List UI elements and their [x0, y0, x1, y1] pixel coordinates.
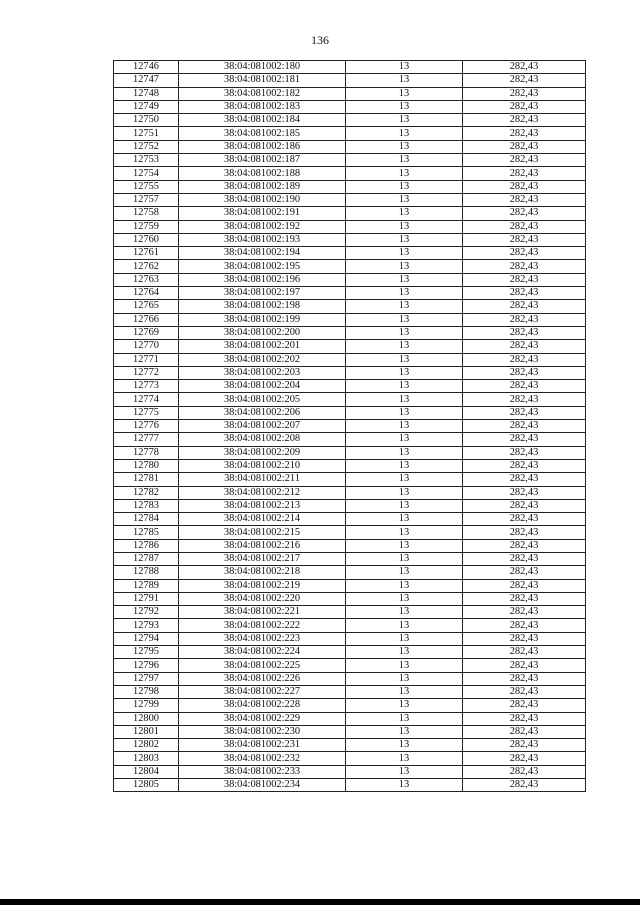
value-cell: 282,43 — [463, 619, 586, 632]
table-row — [114, 526, 586, 539]
table-row — [114, 154, 586, 167]
value-cell: 282,43 — [463, 552, 586, 565]
value-cell: 282,43 — [463, 606, 586, 619]
row-number-cell: 12771 — [114, 353, 179, 366]
cadastral-number-cell: 38:04:081002:210 — [179, 459, 346, 472]
quantity-cell: 13 — [346, 313, 463, 326]
row-number-cell: 12776 — [114, 420, 179, 433]
table-row — [114, 459, 586, 472]
row-number-cell: 12766 — [114, 313, 179, 326]
value-cell: 282,43 — [463, 712, 586, 725]
row-number-cell: 12785 — [114, 526, 179, 539]
quantity-cell: 13 — [346, 154, 463, 167]
row-number-cell: 12773 — [114, 380, 179, 393]
row-number-cell: 12762 — [114, 260, 179, 273]
row-number-cell: 12765 — [114, 300, 179, 313]
cadastral-number-cell: 38:04:081002:224 — [179, 646, 346, 659]
row-number-cell: 12759 — [114, 220, 179, 233]
cadastral-number-cell: 38:04:081002:208 — [179, 433, 346, 446]
cadastral-number-cell: 38:04:081002:218 — [179, 566, 346, 579]
row-number-cell: 12754 — [114, 167, 179, 180]
quantity-cell: 13 — [346, 552, 463, 565]
row-number-cell: 12800 — [114, 712, 179, 725]
quantity-cell: 13 — [346, 140, 463, 153]
table-row — [114, 433, 586, 446]
quantity-cell: 13 — [346, 672, 463, 685]
row-number-cell: 12795 — [114, 646, 179, 659]
cadastral-number-cell: 38:04:081002:233 — [179, 765, 346, 778]
quantity-cell: 13 — [346, 326, 463, 339]
row-number-cell: 12769 — [114, 326, 179, 339]
row-number-cell: 12789 — [114, 579, 179, 592]
row-number-cell: 12782 — [114, 486, 179, 499]
cadastral-number-cell: 38:04:081002:209 — [179, 446, 346, 459]
value-cell: 282,43 — [463, 420, 586, 433]
value-cell: 282,43 — [463, 273, 586, 286]
table-row — [114, 167, 586, 180]
cadastral-number-cell: 38:04:081002:212 — [179, 486, 346, 499]
quantity-cell: 13 — [346, 685, 463, 698]
table-row — [114, 725, 586, 738]
cadastral-number-cell: 38:04:081002:180 — [179, 61, 346, 74]
quantity-cell: 13 — [346, 446, 463, 459]
quantity-cell: 13 — [346, 725, 463, 738]
cadastral-number-cell: 38:04:081002:203 — [179, 366, 346, 379]
value-cell: 282,43 — [463, 779, 586, 792]
quantity-cell: 13 — [346, 765, 463, 778]
value-cell: 282,43 — [463, 326, 586, 339]
quantity-cell: 13 — [346, 114, 463, 127]
row-number-cell: 12748 — [114, 87, 179, 100]
value-cell: 282,43 — [463, 672, 586, 685]
table-row — [114, 273, 586, 286]
value-cell: 282,43 — [463, 180, 586, 193]
cadastral-number-cell: 38:04:081002:226 — [179, 672, 346, 685]
value-cell: 282,43 — [463, 233, 586, 246]
cadastral-number-cell: 38:04:081002:232 — [179, 752, 346, 765]
cadastral-number-cell: 38:04:081002:216 — [179, 539, 346, 552]
row-number-cell: 12799 — [114, 699, 179, 712]
cadastral-number-cell: 38:04:081002:187 — [179, 154, 346, 167]
row-number-cell: 12747 — [114, 74, 179, 87]
quantity-cell: 13 — [346, 287, 463, 300]
row-number-cell: 12763 — [114, 273, 179, 286]
value-cell: 282,43 — [463, 752, 586, 765]
row-number-cell: 12757 — [114, 193, 179, 206]
value-cell: 282,43 — [463, 499, 586, 512]
row-number-cell: 12775 — [114, 406, 179, 419]
quantity-cell: 13 — [346, 499, 463, 512]
row-number-cell: 12797 — [114, 672, 179, 685]
cadastral-number-cell: 38:04:081002:220 — [179, 592, 346, 605]
row-number-cell: 12777 — [114, 433, 179, 446]
table-row — [114, 752, 586, 765]
row-number-cell: 12755 — [114, 180, 179, 193]
value-cell: 282,43 — [463, 100, 586, 113]
value-cell: 282,43 — [463, 353, 586, 366]
table-row — [114, 74, 586, 87]
cadastral-number-cell: 38:04:081002:213 — [179, 499, 346, 512]
quantity-cell: 13 — [346, 406, 463, 419]
table-row — [114, 659, 586, 672]
table-row — [114, 247, 586, 260]
quantity-cell: 13 — [346, 100, 463, 113]
table-row — [114, 393, 586, 406]
quantity-cell: 13 — [346, 300, 463, 313]
quantity-cell: 13 — [346, 566, 463, 579]
table-row — [114, 114, 586, 127]
table-row — [114, 685, 586, 698]
quantity-cell: 13 — [346, 127, 463, 140]
value-cell: 282,43 — [463, 406, 586, 419]
value-cell: 282,43 — [463, 566, 586, 579]
value-cell: 282,43 — [463, 74, 586, 87]
registry-table — [113, 60, 586, 792]
row-number-cell: 12751 — [114, 127, 179, 140]
quantity-cell: 13 — [346, 592, 463, 605]
value-cell: 282,43 — [463, 592, 586, 605]
quantity-cell: 13 — [346, 632, 463, 645]
row-number-cell: 12781 — [114, 473, 179, 486]
table-row — [114, 420, 586, 433]
quantity-cell: 13 — [346, 260, 463, 273]
quantity-cell: 13 — [346, 752, 463, 765]
row-number-cell: 12746 — [114, 61, 179, 74]
row-number-cell: 12787 — [114, 552, 179, 565]
row-number-cell: 12780 — [114, 459, 179, 472]
quantity-cell: 13 — [346, 74, 463, 87]
value-cell: 282,43 — [463, 340, 586, 353]
row-number-cell: 12770 — [114, 340, 179, 353]
cadastral-number-cell: 38:04:081002:211 — [179, 473, 346, 486]
cadastral-number-cell: 38:04:081002:202 — [179, 353, 346, 366]
cadastral-number-cell: 38:04:081002:193 — [179, 233, 346, 246]
table-row — [114, 699, 586, 712]
value-cell: 282,43 — [463, 765, 586, 778]
quantity-cell: 13 — [346, 220, 463, 233]
quantity-cell: 13 — [346, 473, 463, 486]
table-row — [114, 592, 586, 605]
table-row — [114, 672, 586, 685]
table-row — [114, 207, 586, 220]
value-cell: 282,43 — [463, 685, 586, 698]
value-cell: 282,43 — [463, 433, 586, 446]
cadastral-number-cell: 38:04:081002:205 — [179, 393, 346, 406]
row-number-cell: 12753 — [114, 154, 179, 167]
row-number-cell: 12803 — [114, 752, 179, 765]
row-number-cell: 12792 — [114, 606, 179, 619]
table-row — [114, 446, 586, 459]
cadastral-number-cell: 38:04:081002:186 — [179, 140, 346, 153]
table-row — [114, 606, 586, 619]
quantity-cell: 13 — [346, 539, 463, 552]
table-row — [114, 366, 586, 379]
quantity-cell: 13 — [346, 247, 463, 260]
quantity-cell: 13 — [346, 646, 463, 659]
quantity-cell: 13 — [346, 739, 463, 752]
quantity-cell: 13 — [346, 340, 463, 353]
row-number-cell: 12804 — [114, 765, 179, 778]
cadastral-number-cell: 38:04:081002:198 — [179, 300, 346, 313]
value-cell: 282,43 — [463, 114, 586, 127]
quantity-cell: 13 — [346, 459, 463, 472]
cadastral-number-cell: 38:04:081002:204 — [179, 380, 346, 393]
value-cell: 282,43 — [463, 380, 586, 393]
value-cell: 282,43 — [463, 127, 586, 140]
row-number-cell: 12783 — [114, 499, 179, 512]
row-number-cell: 12752 — [114, 140, 179, 153]
row-number-cell: 12750 — [114, 114, 179, 127]
cadastral-number-cell: 38:04:081002:192 — [179, 220, 346, 233]
table-row — [114, 380, 586, 393]
table-row — [114, 353, 586, 366]
cadastral-number-cell: 38:04:081002:189 — [179, 180, 346, 193]
quantity-cell: 13 — [346, 486, 463, 499]
cadastral-number-cell: 38:04:081002:201 — [179, 340, 346, 353]
table-row — [114, 579, 586, 592]
cadastral-number-cell: 38:04:081002:196 — [179, 273, 346, 286]
value-cell: 282,43 — [463, 140, 586, 153]
quantity-cell: 13 — [346, 526, 463, 539]
value-cell: 282,43 — [463, 247, 586, 260]
quantity-cell: 13 — [346, 579, 463, 592]
value-cell: 282,43 — [463, 513, 586, 526]
value-cell: 282,43 — [463, 659, 586, 672]
row-number-cell: 12774 — [114, 393, 179, 406]
table-row — [114, 739, 586, 752]
row-number-cell: 12794 — [114, 632, 179, 645]
table-row — [114, 260, 586, 273]
cadastral-number-cell: 38:04:081002:227 — [179, 685, 346, 698]
cadastral-number-cell: 38:04:081002:195 — [179, 260, 346, 273]
cadastral-number-cell: 38:04:081002:222 — [179, 619, 346, 632]
value-cell: 282,43 — [463, 486, 586, 499]
row-number-cell: 12761 — [114, 247, 179, 260]
row-number-cell: 12791 — [114, 592, 179, 605]
cadastral-number-cell: 38:04:081002:229 — [179, 712, 346, 725]
row-number-cell: 12798 — [114, 685, 179, 698]
row-number-cell: 12793 — [114, 619, 179, 632]
value-cell: 282,43 — [463, 646, 586, 659]
value-cell: 282,43 — [463, 207, 586, 220]
value-cell: 282,43 — [463, 313, 586, 326]
cadastral-number-cell: 38:04:081002:206 — [179, 406, 346, 419]
row-number-cell: 12749 — [114, 100, 179, 113]
quantity-cell: 13 — [346, 180, 463, 193]
cadastral-number-cell: 38:04:081002:217 — [179, 552, 346, 565]
cadastral-number-cell: 38:04:081002:197 — [179, 287, 346, 300]
quantity-cell: 13 — [346, 61, 463, 74]
quantity-cell: 13 — [346, 366, 463, 379]
row-number-cell: 12764 — [114, 287, 179, 300]
table-row — [114, 127, 586, 140]
cadastral-number-cell: 38:04:081002:221 — [179, 606, 346, 619]
value-cell: 282,43 — [463, 193, 586, 206]
row-number-cell: 12802 — [114, 739, 179, 752]
quantity-cell: 13 — [346, 606, 463, 619]
cadastral-number-cell: 38:04:081002:181 — [179, 74, 346, 87]
table-row — [114, 100, 586, 113]
table-row — [114, 539, 586, 552]
cadastral-number-cell: 38:04:081002:228 — [179, 699, 346, 712]
quantity-cell: 13 — [346, 87, 463, 100]
quantity-cell: 13 — [346, 513, 463, 526]
value-cell: 282,43 — [463, 287, 586, 300]
row-number-cell: 12772 — [114, 366, 179, 379]
value-cell: 282,43 — [463, 725, 586, 738]
table-row — [114, 619, 586, 632]
table-row — [114, 712, 586, 725]
cadastral-number-cell: 38:04:081002:219 — [179, 579, 346, 592]
cadastral-number-cell: 38:04:081002:183 — [179, 100, 346, 113]
row-number-cell: 12778 — [114, 446, 179, 459]
cadastral-number-cell: 38:04:081002:207 — [179, 420, 346, 433]
page-number: 136 — [311, 33, 329, 47]
value-cell: 282,43 — [463, 220, 586, 233]
cadastral-number-cell: 38:04:081002:185 — [179, 127, 346, 140]
cadastral-number-cell: 38:04:081002:230 — [179, 725, 346, 738]
quantity-cell: 13 — [346, 273, 463, 286]
table-row — [114, 87, 586, 100]
table-row — [114, 486, 586, 499]
cadastral-number-cell: 38:04:081002:194 — [179, 247, 346, 260]
quantity-cell: 13 — [346, 433, 463, 446]
row-number-cell: 12784 — [114, 513, 179, 526]
table-row — [114, 499, 586, 512]
value-cell: 282,43 — [463, 260, 586, 273]
value-cell: 282,43 — [463, 154, 586, 167]
value-cell: 282,43 — [463, 526, 586, 539]
table-row — [114, 61, 586, 74]
cadastral-number-cell: 38:04:081002:225 — [179, 659, 346, 672]
cadastral-number-cell: 38:04:081002:223 — [179, 632, 346, 645]
value-cell: 282,43 — [463, 300, 586, 313]
table-row — [114, 406, 586, 419]
table-row — [114, 765, 586, 778]
cadastral-number-cell: 38:04:081002:215 — [179, 526, 346, 539]
cadastral-number-cell: 38:04:081002:231 — [179, 739, 346, 752]
table-row — [114, 632, 586, 645]
table-row — [114, 552, 586, 565]
value-cell: 282,43 — [463, 739, 586, 752]
value-cell: 282,43 — [463, 632, 586, 645]
table-row — [114, 340, 586, 353]
cadastral-number-cell: 38:04:081002:199 — [179, 313, 346, 326]
cadastral-number-cell: 38:04:081002:191 — [179, 207, 346, 220]
row-number-cell: 12760 — [114, 233, 179, 246]
value-cell: 282,43 — [463, 699, 586, 712]
quantity-cell: 13 — [346, 233, 463, 246]
table-row — [114, 326, 586, 339]
cadastral-number-cell: 38:04:081002:190 — [179, 193, 346, 206]
quantity-cell: 13 — [346, 193, 463, 206]
row-number-cell: 12788 — [114, 566, 179, 579]
table-row — [114, 140, 586, 153]
table-row — [114, 646, 586, 659]
table-row — [114, 220, 586, 233]
table-row — [114, 233, 586, 246]
quantity-cell: 13 — [346, 207, 463, 220]
row-number-cell: 12801 — [114, 725, 179, 738]
table-row — [114, 779, 586, 792]
table-row — [114, 473, 586, 486]
cadastral-number-cell: 38:04:081002:214 — [179, 513, 346, 526]
value-cell: 282,43 — [463, 579, 586, 592]
value-cell: 282,43 — [463, 539, 586, 552]
value-cell: 282,43 — [463, 459, 586, 472]
quantity-cell: 13 — [346, 353, 463, 366]
cadastral-number-cell: 38:04:081002:188 — [179, 167, 346, 180]
quantity-cell: 13 — [346, 699, 463, 712]
row-number-cell: 12796 — [114, 659, 179, 672]
cadastral-number-cell: 38:04:081002:184 — [179, 114, 346, 127]
quantity-cell: 13 — [346, 420, 463, 433]
table-row — [114, 287, 586, 300]
cadastral-number-cell: 38:04:081002:200 — [179, 326, 346, 339]
table-row — [114, 566, 586, 579]
row-number-cell: 12758 — [114, 207, 179, 220]
table-row — [114, 180, 586, 193]
value-cell: 282,43 — [463, 473, 586, 486]
quantity-cell: 13 — [346, 619, 463, 632]
table-row — [114, 300, 586, 313]
registry-table-body — [114, 61, 586, 792]
value-cell: 282,43 — [463, 87, 586, 100]
quantity-cell: 13 — [346, 659, 463, 672]
quantity-cell: 13 — [346, 167, 463, 180]
value-cell: 282,43 — [463, 167, 586, 180]
scan-bottom-edge — [0, 899, 640, 905]
quantity-cell: 13 — [346, 779, 463, 792]
cadastral-number-cell: 38:04:081002:234 — [179, 779, 346, 792]
row-number-cell: 12805 — [114, 779, 179, 792]
row-number-cell: 12786 — [114, 539, 179, 552]
table-row — [114, 513, 586, 526]
table-row — [114, 193, 586, 206]
value-cell: 282,43 — [463, 366, 586, 379]
value-cell: 282,43 — [463, 61, 586, 74]
cadastral-number-cell: 38:04:081002:182 — [179, 87, 346, 100]
quantity-cell: 13 — [346, 712, 463, 725]
value-cell: 282,43 — [463, 393, 586, 406]
quantity-cell: 13 — [346, 393, 463, 406]
value-cell: 282,43 — [463, 446, 586, 459]
quantity-cell: 13 — [346, 380, 463, 393]
table-row — [114, 313, 586, 326]
